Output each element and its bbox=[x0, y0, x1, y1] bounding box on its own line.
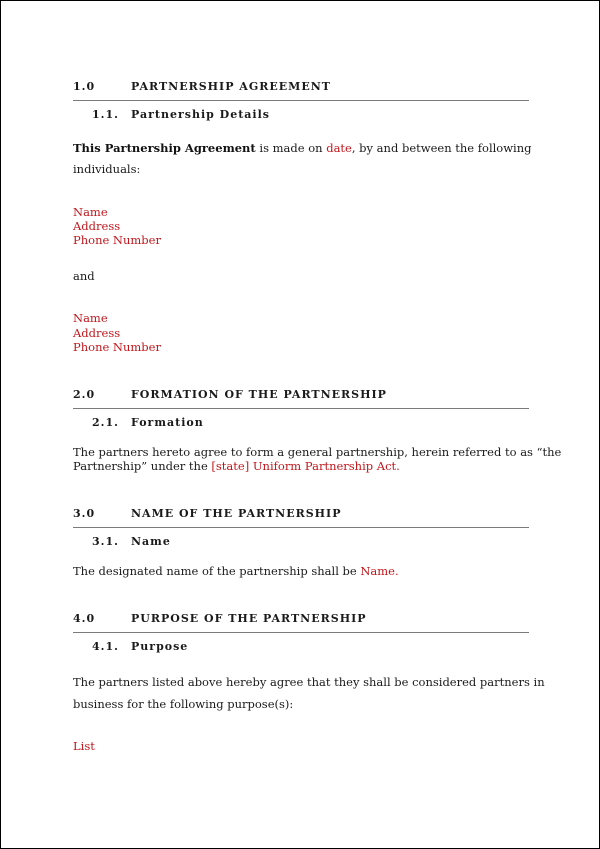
subsection-3-1-title: Name bbox=[131, 535, 171, 548]
subsection-1-1-title: Partnership Details bbox=[131, 108, 270, 121]
section-4-rule bbox=[73, 632, 529, 633]
and-text: and bbox=[73, 269, 95, 283]
section-1-heading bbox=[73, 80, 331, 93]
subsection-1-1-number: 1.1. bbox=[92, 108, 119, 121]
subsection-2-1-number: 2.1. bbox=[92, 416, 119, 429]
date-placeholder: date bbox=[326, 141, 352, 155]
subsection-3-1-heading bbox=[92, 535, 171, 548]
formation-line-2-text: Partnership” under the bbox=[73, 459, 212, 473]
party-1-name: Name bbox=[73, 205, 108, 219]
purpose-line-1: The partners listed above hereby agree that they shall be considered partners in bbox=[73, 675, 545, 689]
subsection-1-1-heading bbox=[92, 108, 270, 121]
section-3-title: NAME OF THE PARTNERSHIP bbox=[131, 507, 342, 520]
intro-line-2: individuals: bbox=[73, 162, 141, 176]
party-1-address: Address bbox=[73, 219, 121, 233]
purpose-list-placeholder: List bbox=[73, 739, 95, 753]
party-2-address: Address bbox=[73, 326, 121, 340]
subsection-2-1-title: Formation bbox=[131, 416, 204, 429]
section-3-heading bbox=[73, 507, 341, 520]
section-4-number: 4.0 bbox=[73, 612, 96, 625]
intro-mid-text: is made on bbox=[255, 141, 327, 155]
subsection-3-1-number: 3.1. bbox=[92, 535, 119, 548]
subsection-4-1-title: Purpose bbox=[131, 640, 189, 653]
section-2-number: 2.0 bbox=[73, 388, 96, 401]
section-2-rule bbox=[73, 408, 529, 409]
section-1-rule bbox=[73, 100, 529, 101]
section-1-number: 1.0 bbox=[73, 80, 96, 93]
party-1-phone: Phone Number bbox=[73, 233, 161, 247]
name-clause-text: The designated name of the partnership shall be bbox=[73, 564, 361, 578]
subsection-2-1-heading bbox=[92, 416, 204, 429]
intro-line-1 bbox=[73, 141, 532, 155]
section-3-rule bbox=[73, 527, 529, 528]
state-act-placeholder: [state] Uniform Partnership Act. bbox=[211, 459, 400, 473]
subsection-4-1-number: 4.1. bbox=[92, 640, 119, 653]
partnership-name-placeholder: Name. bbox=[360, 564, 399, 578]
section-4-heading bbox=[73, 612, 367, 625]
section-3-number: 3.0 bbox=[73, 507, 96, 520]
section-4-title: PURPOSE OF THE PARTNERSHIP bbox=[131, 612, 367, 625]
party-2-phone: Phone Number bbox=[73, 340, 161, 354]
section-2-heading bbox=[73, 388, 387, 401]
section-1-title: PARTNERSHIP AGREEMENT bbox=[131, 80, 331, 93]
intro-end-text: , by and between the following bbox=[351, 141, 532, 155]
formation-line-2 bbox=[73, 459, 400, 473]
subsection-4-1-heading bbox=[92, 640, 188, 653]
purpose-line-2: business for the following purpose(s): bbox=[73, 697, 294, 711]
formation-line-1: The partners hereto agree to form a general partnership, herein referred to as “the bbox=[73, 445, 562, 459]
party-2-name: Name bbox=[73, 311, 108, 325]
name-clause bbox=[73, 564, 399, 578]
section-2-title: FORMATION OF THE PARTNERSHIP bbox=[131, 388, 387, 401]
intro-bold-text: This Partnership Agreement bbox=[73, 141, 256, 155]
